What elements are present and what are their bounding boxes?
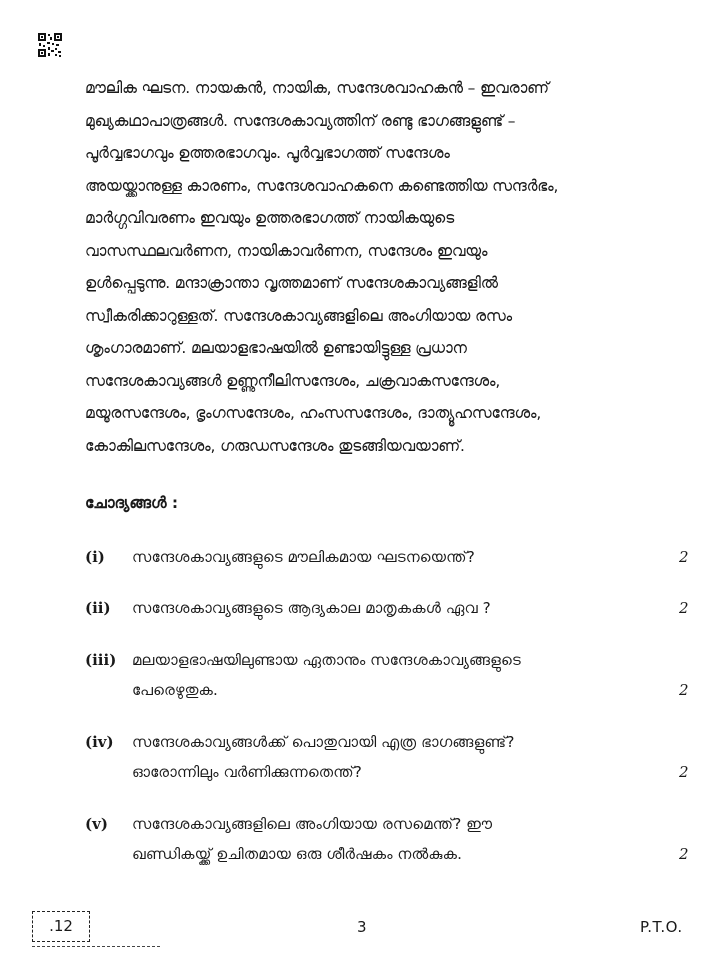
code-divider	[32, 946, 160, 947]
passage-line: മൗലിക ഘടന. നായകൻ, നായിക, സന്ദേശവാഹകൻ – ഇവരാണ്	[85, 79, 549, 97]
question-number: (iv)	[85, 733, 114, 751]
question-text: പേരെഴുതുക.	[132, 681, 218, 699]
please-turn-over: P.T.O.	[640, 918, 683, 936]
passage-line: കോകിലസന്ദേശം, ഗരുഡസന്ദേശം തുടങ്ങിയവയാണ്.	[85, 436, 465, 455]
question-marks: 2	[679, 548, 689, 566]
passage-line: ശൃംഗാരമാണ്. മലയാളഭാഷയിൽ ഉണ്ടായിട്ടുള്ള പ്രധാന	[85, 339, 467, 357]
passage-line: മാർഗ്ഗവിവരണം ഇവയും ഉത്തരഭാഗത്ത് നായികയുടെ	[85, 209, 455, 227]
passage	[85, 76, 685, 466]
question-text: സന്ദേശകാവ്യങ്ങളിലെ അംഗിയായ രസമെന്ത്? ഈ	[132, 815, 493, 833]
question-number: (i)	[85, 548, 105, 566]
question-marks: 2	[679, 845, 689, 863]
passage-line: പൂർവ്വഭാഗവും ഉത്തരഭാഗവും. പൂർവ്വഭാഗത്ത് സന്ദേശം	[85, 144, 450, 162]
questions-heading: ചോദ്യങ്ങൾ :	[85, 494, 179, 512]
paper-code: .12	[32, 911, 90, 942]
question-marks: 2	[679, 763, 689, 781]
question-marks: 2	[679, 599, 689, 617]
passage-line: മയൂരസന്ദേശം, ഭൃംഗസന്ദേശം, ഹംസസന്ദേശം, ദാത്യൂഹസന്ദേശം,	[85, 404, 542, 422]
question-text: സന്ദേശകാവ്യങ്ങളുടെ മൗലികമായ ഘടനയെന്ത്?	[132, 548, 475, 566]
passage-line: അയയ്ക്കാനുള്ള കാരണം, സന്ദേശവാഹകനെ കണ്ടെത്തിയ സന്ദർഭം,	[85, 176, 559, 195]
question-text: ഓരോന്നിലും വർണിക്കുന്നതെന്ത്?	[132, 763, 362, 781]
passage-line: മുഖ്യകഥാപാത്രങ്ങൾ. സന്ദേശകാവ്യത്തിന് രണ്ടു ഭാഗങ്ങളുണ്ട് –	[85, 111, 516, 130]
question-number: (v)	[85, 815, 108, 833]
question-marks: 2	[679, 681, 689, 699]
qr-code-icon	[38, 33, 62, 57]
question-text: സന്ദേശകാവ്യങ്ങളുടെ ആദ്യകാല മാതൃകകൾ ഏവ ?	[132, 599, 491, 617]
question-number: (ii)	[85, 599, 111, 617]
passage-line: സ്വീകരിക്കാറുള്ളത്. സന്ദേശകാവ്യങ്ങളിലെ അംഗിയായ രസം	[85, 306, 512, 325]
question-text: സന്ദേശകാവ്യങ്ങൾക്ക് പൊതുവായി എത്ര ഭാഗങ്ങളുണ്ട്?	[132, 733, 515, 751]
question-text: ഖണ്ഡികയ്ക്ക് ഉചിതമായ ഒരു ശീർഷകം നൽകുക.	[132, 845, 462, 863]
passage-line: വാസസ്ഥലവർണന, നായികാവർണന, സന്ദേശം ഇവയും	[85, 241, 488, 260]
passage-line: സന്ദേശകാവ്യങ്ങൾ ഉണ്ണുനീലിസന്ദേശം, ചക്രവാകസന്ദേശം,	[85, 371, 501, 390]
question-text: മലയാളഭാഷയിലുണ്ടായ ഏതാനും സന്ദേശകാവ്യങ്ങളുടെ	[132, 651, 521, 669]
question-number: (iii)	[85, 651, 117, 669]
page-number: 3	[357, 918, 367, 936]
passage-line: ഉൾപ്പെടുന്നു. മന്ദാക്രാന്താ വൃത്തമാണ് സന്ദേശകാവ്യങ്ങളിൽ	[85, 274, 498, 292]
